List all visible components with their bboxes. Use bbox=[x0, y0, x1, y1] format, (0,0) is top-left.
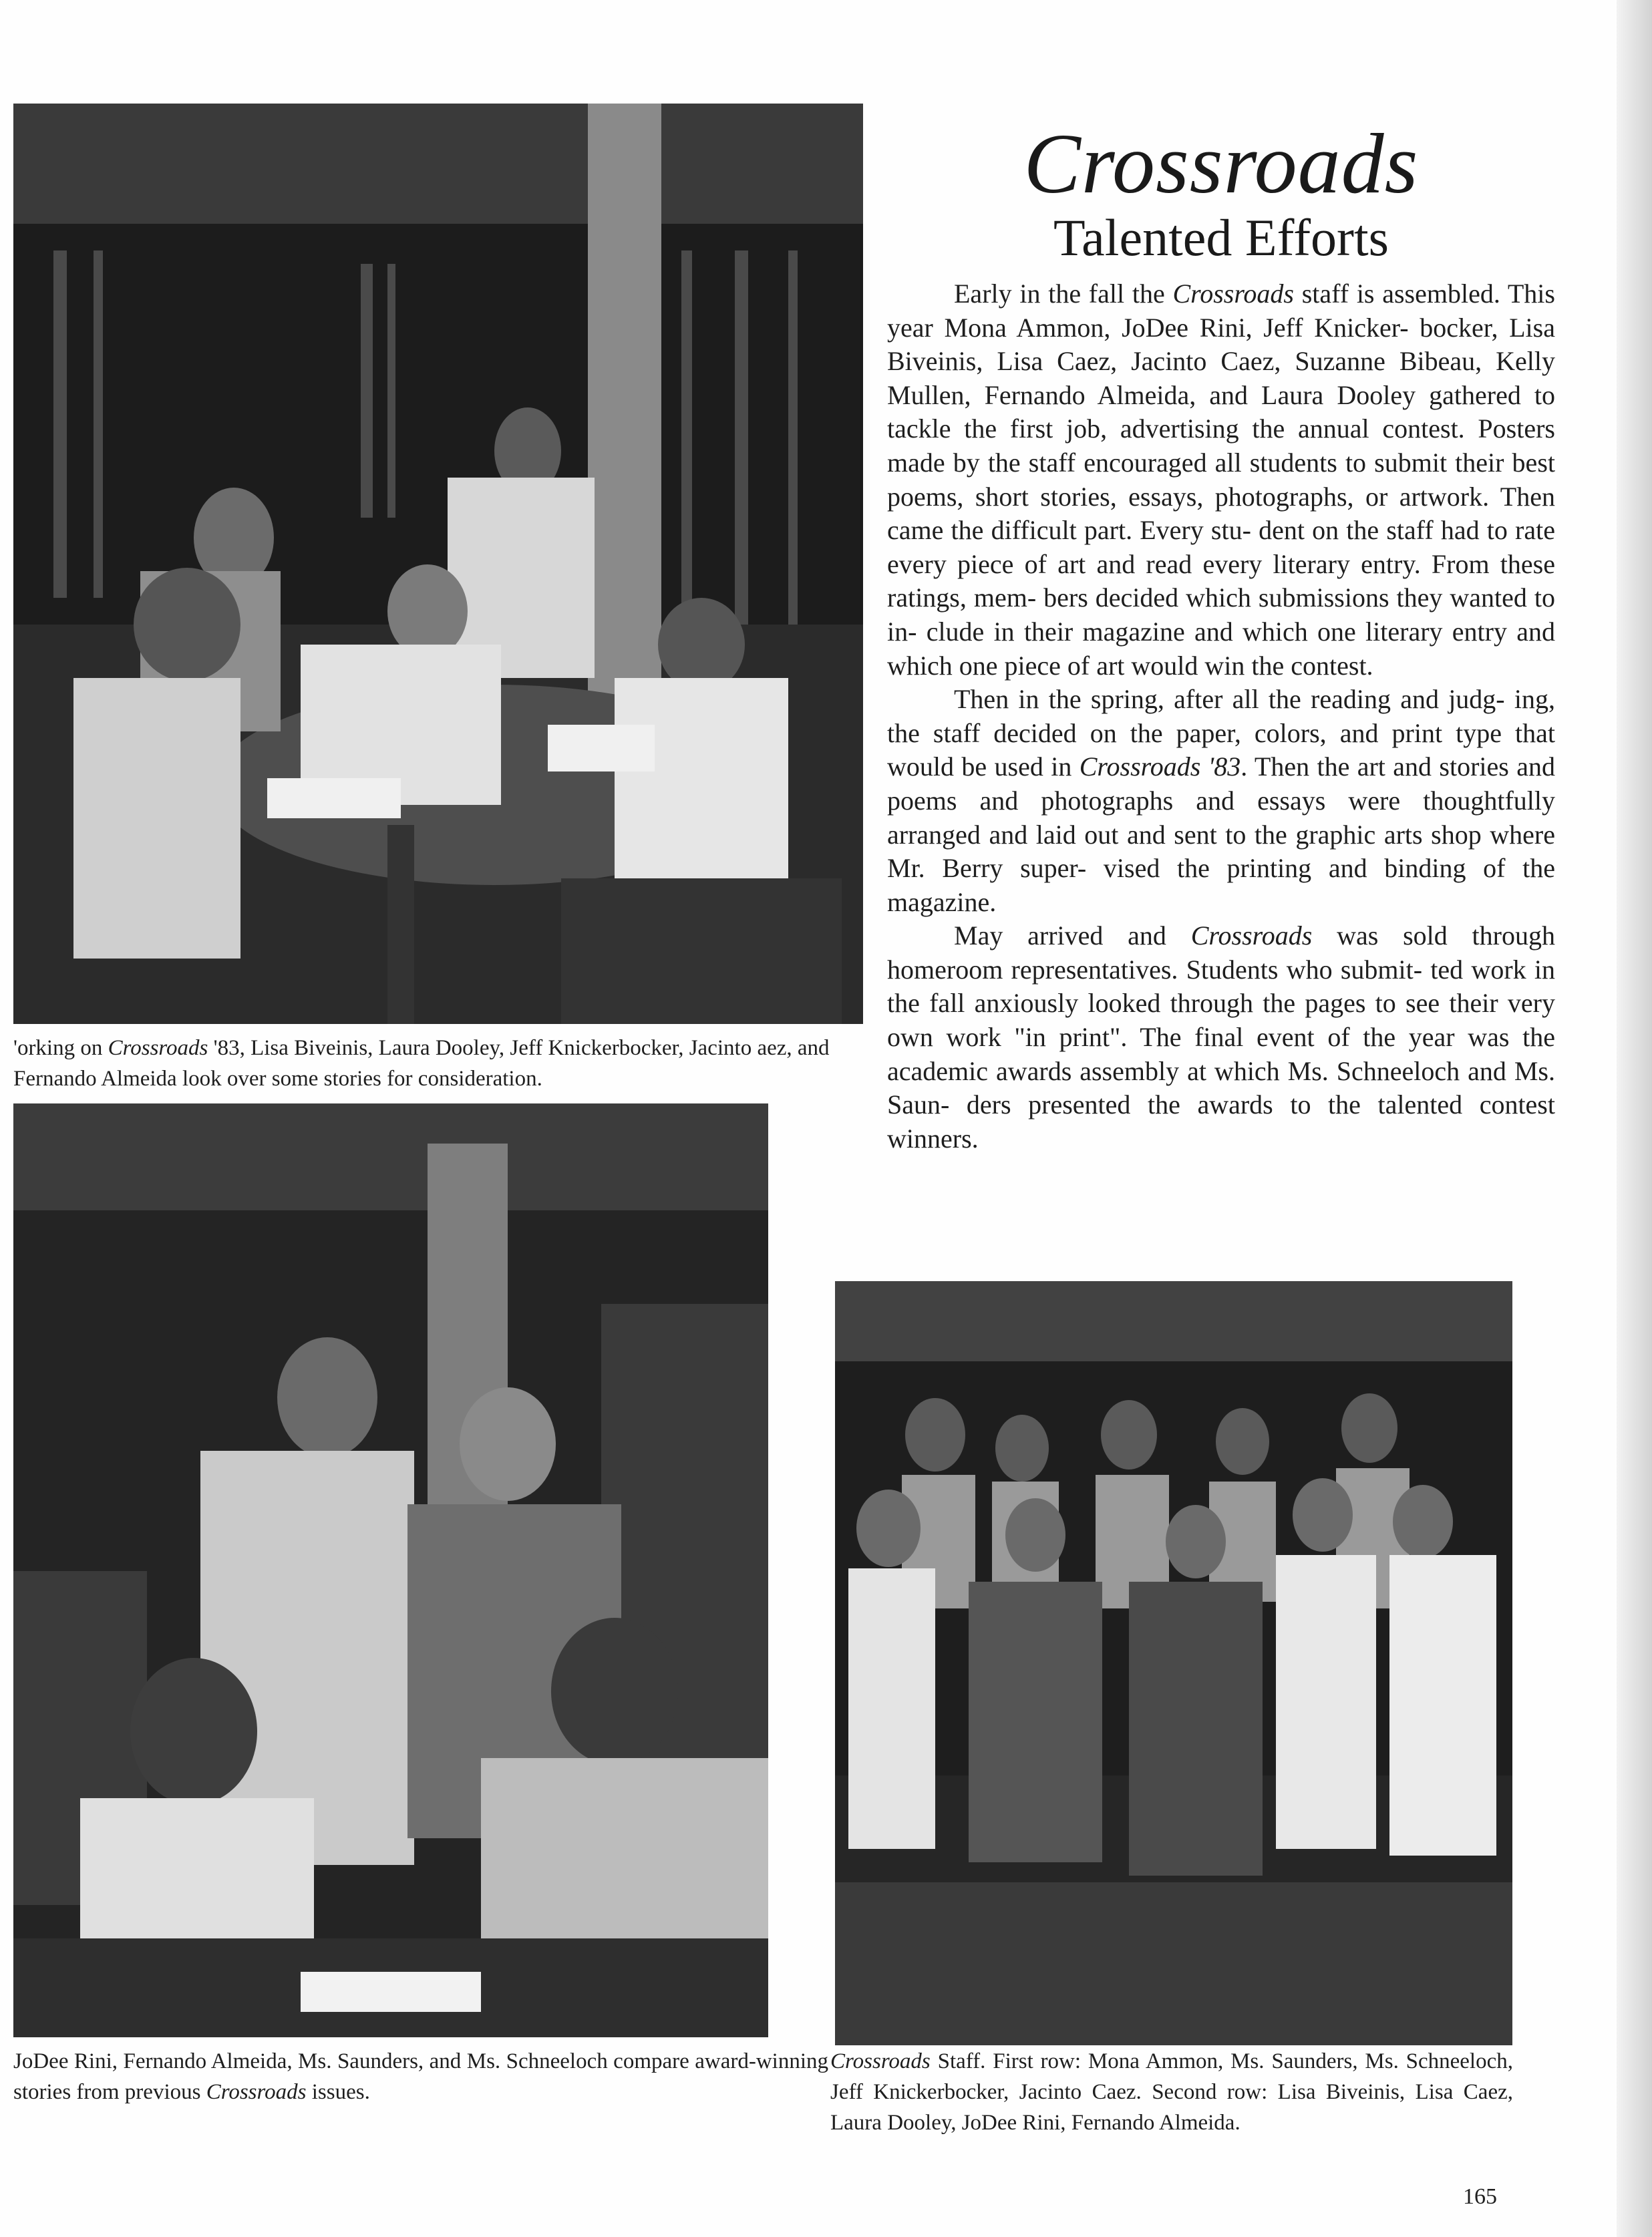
article-paragraph: May arrived and Crossroads was sold through homeroom representatives. Students who submit- ted work in the fall anxiously looked through the pages to see their very own work "in print". The final event of the year was the academic awards assembly at which Ms. Schneeloch and Ms. Saun- ders presented the awards to the talented contest winners. bbox=[887, 920, 1555, 1154]
caption-photo-library-table: 'orking on Crossroads '83, Lisa Biveinis, Laura Dooley, Jeff Knickerbocker, Jacinto aez, and Fernando Almeida look over some stories for consideration. bbox=[13, 1036, 830, 1091]
article-subtitle: Talented Efforts bbox=[1053, 208, 1389, 267]
italic-title: Crossroads '83 bbox=[1079, 751, 1241, 782]
article-title: Crossroads bbox=[1023, 116, 1419, 211]
caption-photo-award-stories: JoDee Rini, Fernando Almeida, Ms. Saunders, and Ms. Schneeloch compare award-winning stories from previous Crossroads issues. bbox=[13, 2049, 828, 2104]
article-body bbox=[887, 277, 1555, 1156]
page-number: 165 bbox=[1463, 2184, 1497, 2209]
photo-award-stories bbox=[13, 1103, 768, 2037]
article-paragraph: Early in the fall the Crossroads staff is assembled. This year Mona Ammon, JoDee Rini, Jeff Knicker- bocker, Lisa Biveinis, Lisa Caez, Jacinto Caez, Suzanne Bibeau, Kelly Mullen, Fernando Almeida, and Laura Dooley gathered to tackle the first job, advertising the annual contest. Posters made by the staff encouraged all students to submit their best poems, short stories, essays, photographs, or artwork. Then came the difficult part. Every stu- dent on the staff had to rate every piece of art and read every literary entry. From these ratings, mem- bers decided which submissions they wanted to in- clude in their magazine and which one literary entry and which one piece of art would win the contest. bbox=[887, 279, 1555, 681]
photo-library-table bbox=[13, 104, 863, 1024]
italic-title: Crossroads bbox=[1172, 279, 1294, 309]
italic-title: Crossroads bbox=[830, 2049, 931, 2073]
photo-crossroads-staff bbox=[835, 1281, 1512, 2045]
italic-title: Crossroads bbox=[1190, 920, 1313, 951]
article-paragraph: Then in the spring, after all the reading and judg- ing, the staff decided on the paper, colors, and print type that would be used in Crossroads '83. Then the art and stories and poems and photographs and essays were thoughtfully arranged and laid out and sent to the graphic arts shop where Mr. Berry super- vised the printing and binding of the magazine. bbox=[887, 684, 1555, 917]
caption-photo-crossroads-staff: Crossroads Staff. First row: Mona Ammon, Ms. Saunders, Ms. Schneeloch, Jeff Knickerbocker, Jacinto Caez. Second row: Lisa Biveinis, Lisa Caez, Laura Dooley, JoDee Rini, Fernando Almeida. bbox=[830, 2049, 1513, 2135]
italic-title: Crossroads bbox=[206, 2080, 307, 2104]
italic-title: Crossroads bbox=[108, 1036, 208, 1060]
page-gutter-shadow bbox=[1617, 0, 1652, 2237]
